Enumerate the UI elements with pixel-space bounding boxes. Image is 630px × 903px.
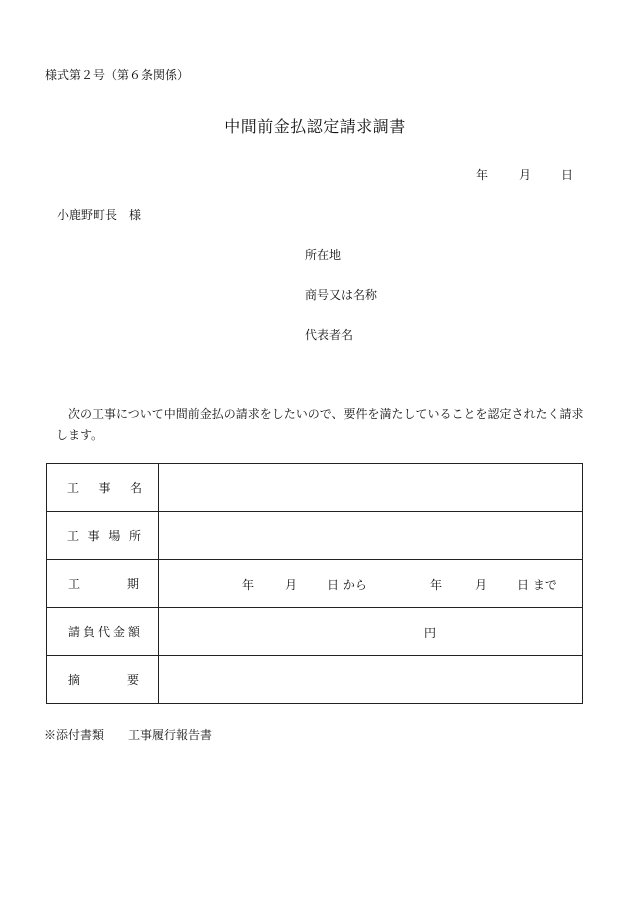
contract-amount-label [47,608,159,656]
remarks-value[interactable] [159,656,583,704]
applicant-address-label: 所在地 [305,248,342,262]
label-char: 事 [98,481,111,495]
date-line [476,166,573,183]
period-to-month: 月 [475,578,488,592]
table-row-construction-site [47,512,583,560]
label-char: 期 [126,577,139,591]
period-label [47,560,159,608]
period-from-day: 日 から [327,578,367,592]
table-row-contract-amount [47,608,583,656]
label-char: 金 [112,625,125,639]
date-year: 年 [476,168,489,182]
table-row-period [47,560,583,608]
addressee: 小鹿野町長 様 [57,208,142,222]
period-from-month: 月 [285,578,298,592]
label-char: 摘 [68,673,81,687]
attachments-item: 工事履行報告書 [128,728,213,742]
applicant-name-label: 商号又は名称 [305,288,378,302]
construction-site-label [47,512,159,560]
date-month: 月 [519,168,532,182]
label-char: 負 [82,625,95,639]
form-number: 様式第２号（第６条関係） [45,68,190,82]
construction-name-label [47,464,159,512]
label-char: 工 [68,577,81,591]
construction-site-value[interactable] [159,512,583,560]
applicant-representative-label: 代表者名 [305,328,354,342]
construction-name-value[interactable] [159,464,583,512]
period-from-year: 年 [242,578,255,592]
period-value[interactable] [159,560,583,608]
document-title: 中間前金払認定請求調書 [224,117,406,136]
attachments-label: ※添付書類 [44,728,105,742]
contract-amount-value[interactable] [159,608,583,656]
label-char: 工 [67,529,80,543]
date-day: 日 [561,168,574,182]
amount-unit: 円 [424,626,437,640]
table-row-construction-name [47,464,583,512]
label-char: 請 [68,625,81,639]
period-to-day: 日 まで [517,578,557,592]
label-char: 要 [126,673,139,687]
details-table [46,463,583,704]
label-char: 額 [127,625,140,639]
label-char: 所 [128,529,141,543]
label-char: 代 [97,625,110,639]
label-char: 事 [87,529,100,543]
attachments [44,726,212,743]
table-row-remarks [47,656,583,704]
label-char: 工 [67,481,80,495]
label-char: 場 [108,529,121,543]
request-text: 次の工事について中間前金払の請求をしたいので、要件を満たしていることを認定されたく請求します。 [56,407,584,442]
remarks-label [47,656,159,704]
period-to-year: 年 [430,578,443,592]
label-char: 名 [129,481,142,495]
